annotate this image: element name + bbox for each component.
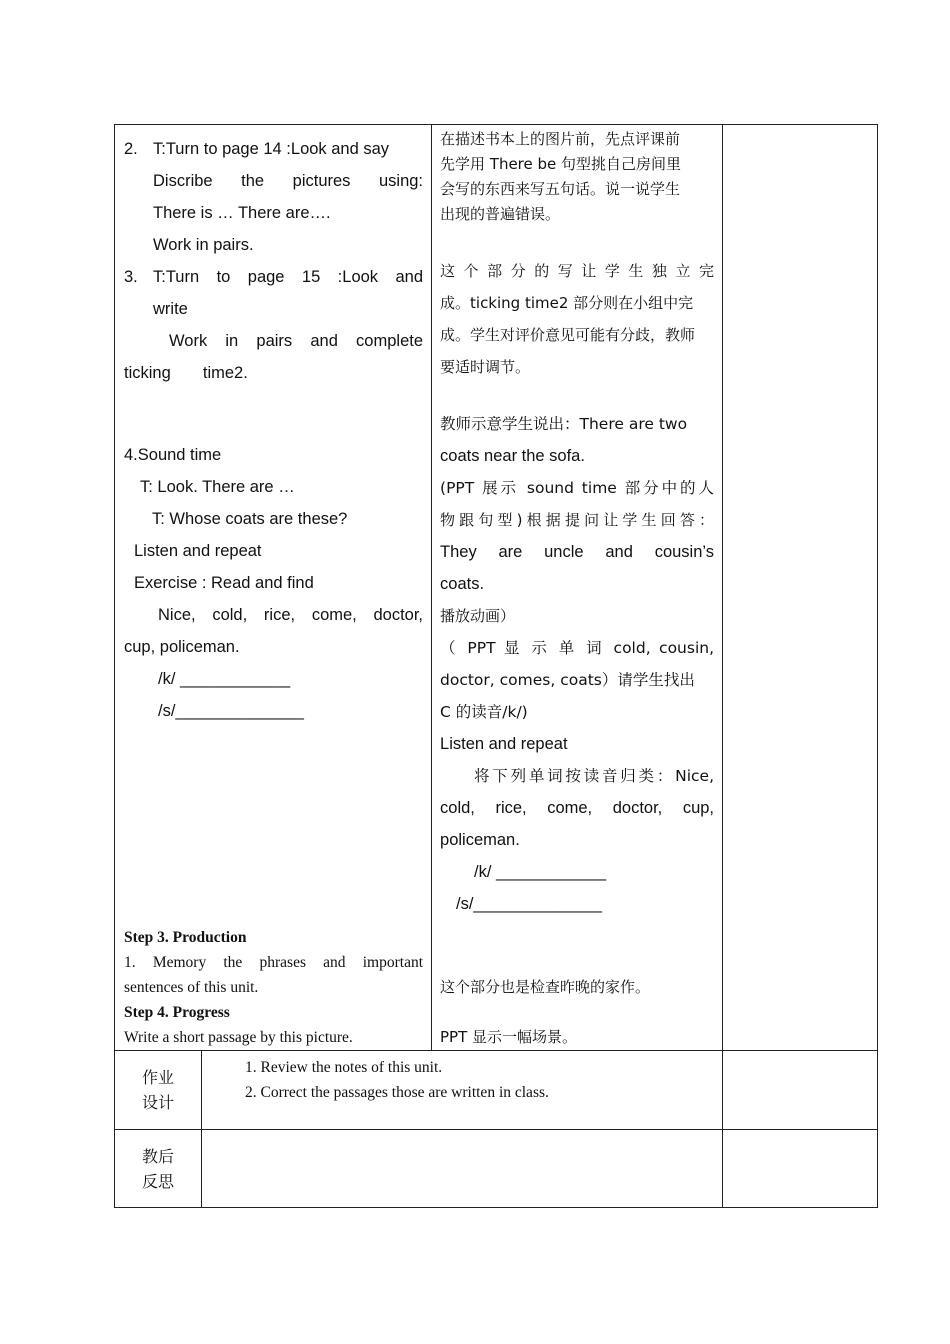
design-notes-cell [432,125,723,1051]
item-2-line4: Work in pairs. [153,236,254,254]
note-3-line7: 播放动画） [440,607,516,625]
note-3-line9: doctor, comes, coats）请学生找出 [440,671,695,689]
item-2-line1: 2. T:Turn to page 14 :Look and say [124,140,390,158]
note-3-line12: 将下列单词按读音归类：Nice, [474,767,715,785]
note-5: PPT 显示一幅场景。 [440,1028,578,1046]
note-1-line4: 出现的普遍错误。 [440,205,561,223]
sound-line-4: Exercise : Read and find [134,574,314,592]
teaching-process-row [115,125,878,1051]
sound-s-blank: /s/______________ [158,702,304,720]
note-3-line3: (PPT 展示 sound time 部分中的人 [440,479,715,497]
note-3-line5: They are uncle and cousin’s [440,543,715,561]
sound-line-3: Listen and repeat [134,542,262,560]
note-3-line8: （ PPT 显 示 单 词 cold, cousin, [440,639,715,657]
note-1-line2: 先学用 There be 句型挑自己房间里 [440,155,682,173]
note-3-k-blank: /k/ ____________ [474,863,607,881]
note-2-line4: 要适时调节。 [440,358,531,376]
note-3-line6: coats. [440,575,485,593]
item-2-line3: There is … There are…. [153,204,331,222]
note-3-line14: policeman. [440,831,520,849]
step4-title: Step 4. Progress [124,1004,230,1021]
homework-extra-cell [723,1051,878,1130]
homework-item-1: 1. Review the notes of this unit. [245,1059,443,1076]
lesson-plan-table-wrapper [114,124,877,1209]
sound-line-1: T: Look. There are … [140,478,295,496]
sound-line-5: Nice, cold, rice, come, doctor, [158,606,424,624]
step4-line1: Write a short passage by this picture. [124,1029,353,1046]
note-1-line3: 会写的东西来写五句话。说一说学生 [440,180,681,198]
note-2-line2: 成。ticking time2 部分则在小组中完 [440,294,694,312]
note-4: 这个部分也是检查昨晚的家作。 [440,978,651,996]
step3-title: Step 3. Production [124,929,247,946]
reflection-label-cell [115,1130,202,1208]
sound-line-6: cup, policeman. [124,638,240,656]
note-3-line13: cold, rice, come, doctor, cup, [440,799,715,817]
lesson-plan-table [114,124,878,1208]
homework-row [115,1051,878,1130]
teacher-activity-cell [115,125,432,1051]
item-2-line2: Discribe the pictures using: [153,172,424,190]
note-3-line11: Listen and repeat [440,735,568,753]
item-3-line1: 3. T:Turn to page 15 :Look and [124,268,424,286]
step3-line1: 1. Memory the phrases and important [124,954,424,971]
sound-time-title: 4.Sound time [124,446,222,464]
extra-column-cell [723,125,878,1051]
sound-k-blank: /k/ ____________ [158,670,291,688]
reflection-row [115,1130,878,1208]
reflection-label-line1: 教后 [141,1146,174,1166]
note-2-line3: 成。学生对评价意见可能有分歧，教师 [440,326,696,344]
homework-label-line2: 设计 [141,1093,174,1112]
reflection-extra-cell [723,1130,878,1208]
note-3-s-blank: /s/______________ [456,895,602,913]
note-3-line10: C 的读音/k/) [440,703,528,721]
step3-line2: sentences of this unit. [124,979,259,996]
note-1-line1: 在描述书本上的图片前，先点评课前 [440,130,681,148]
item-3-line4: ticking time2. [124,364,248,382]
item-3-line2: write [153,300,188,318]
note-3-line1: 教师示意学生说出：There are two [440,415,688,433]
reflection-content-cell [202,1130,723,1208]
homework-label-line1: 作业 [141,1068,174,1087]
reflection-label-line2: 反思 [141,1171,174,1191]
homework-label-cell [115,1051,202,1130]
note-2-line1: 这个部分的写让学生独立完 [440,262,715,280]
homework-content-cell [202,1051,723,1130]
item-3-line3: Work in pairs and complete [169,332,424,350]
note-3-line2: coats near the sofa. [440,447,585,465]
homework-item-2: 2. Correct the passages those are written in class. [245,1084,549,1101]
sound-line-2: T: Whose coats are these? [152,510,348,528]
note-3-line4: 物跟句型)根据提问让学生回答： [440,511,715,529]
